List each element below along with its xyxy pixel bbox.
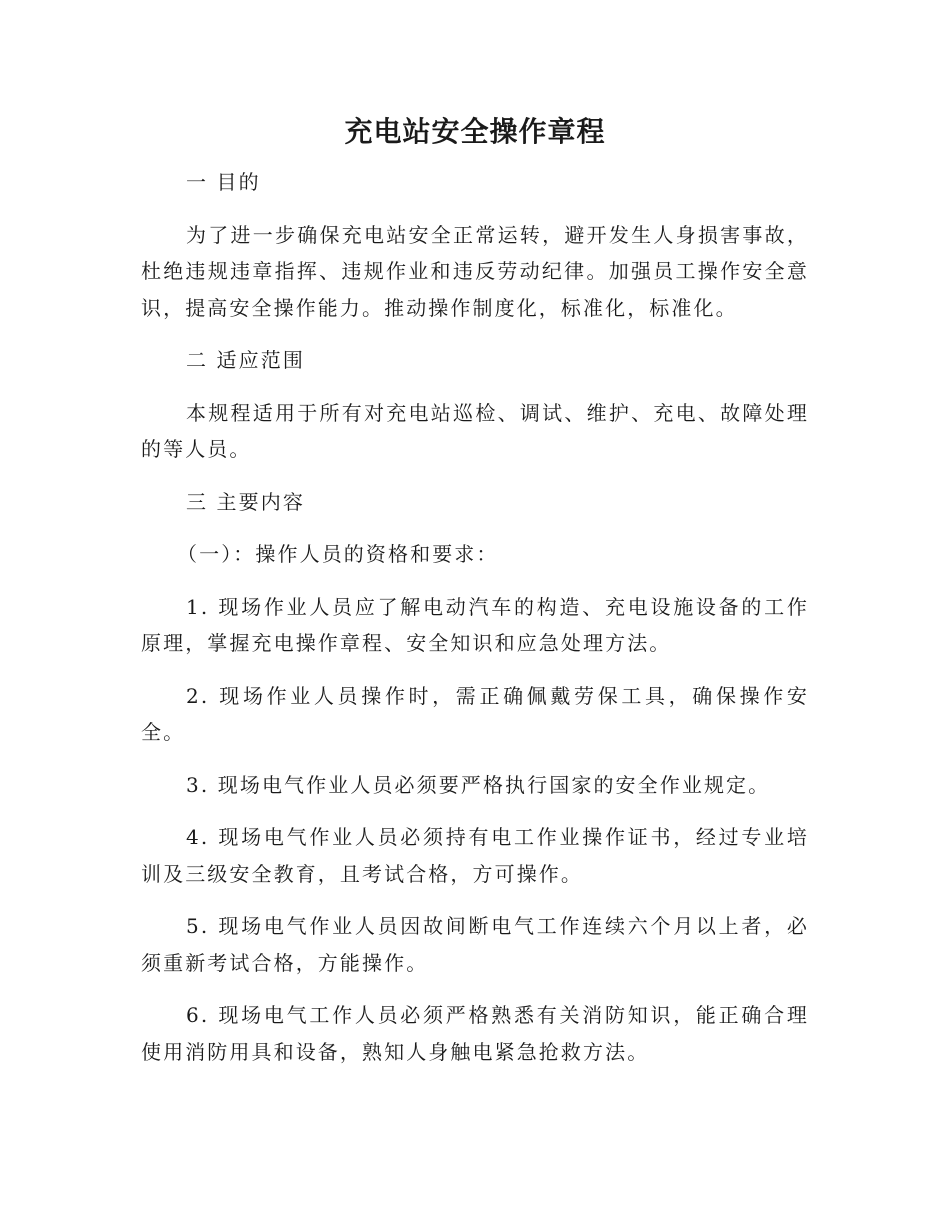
paragraph: 本规程适用于所有对充电站巡检、调试、维护、充电、故障处理的等人员。 bbox=[141, 400, 809, 461]
list-item: 6. 现场电气工作人员必须严格熟悉有关消防知识，能正确合理使用消防用具和设备，熟知人身触电紧急抢救方法。 bbox=[141, 1003, 809, 1064]
list-item: 5. 现场电气作业人员因故间断电气工作连续六个月以上者，必须重新考试合格，方能操作。 bbox=[141, 914, 809, 975]
subsection-heading-qualifications: （一）：操作人员的资格和要求： bbox=[177, 542, 499, 566]
section-heading-scope: 二 适应范围 bbox=[186, 348, 305, 372]
section-heading-main-content: 三 主要内容 bbox=[186, 489, 305, 514]
list-item: 1. 现场作业人员应了解电动汽车的构造、充电设施设备的工作原理，掌握充电操作章程、安全知识和应急处理方法。 bbox=[141, 594, 809, 655]
list-item: 2. 现场作业人员操作时，需正确佩戴劳保工具，确保操作安全。 bbox=[141, 683, 809, 744]
list-item: 3. 现场电气作业人员必须要严格执行国家的安全作业规定。 bbox=[186, 772, 771, 797]
document-title: 充电站安全操作章程 bbox=[344, 115, 606, 148]
paragraph: 为了进一步确保充电站安全正常运转，避开发生人身损害事故，杜绝违规违章指挥、违规作业和违反劳动纪律。加强员工操作安全意识，提高安全操作能力。推动操作制度化，标准化，标准化。 bbox=[141, 222, 809, 320]
section-heading-purpose: 一 目的 bbox=[186, 170, 261, 194]
document-body bbox=[141, 164, 809, 1086]
list-item: 4. 现场电气作业人员必须持有电工作业操作证书，经过专业培训及三级安全教育，且考试合格，方可操作。 bbox=[141, 825, 809, 886]
